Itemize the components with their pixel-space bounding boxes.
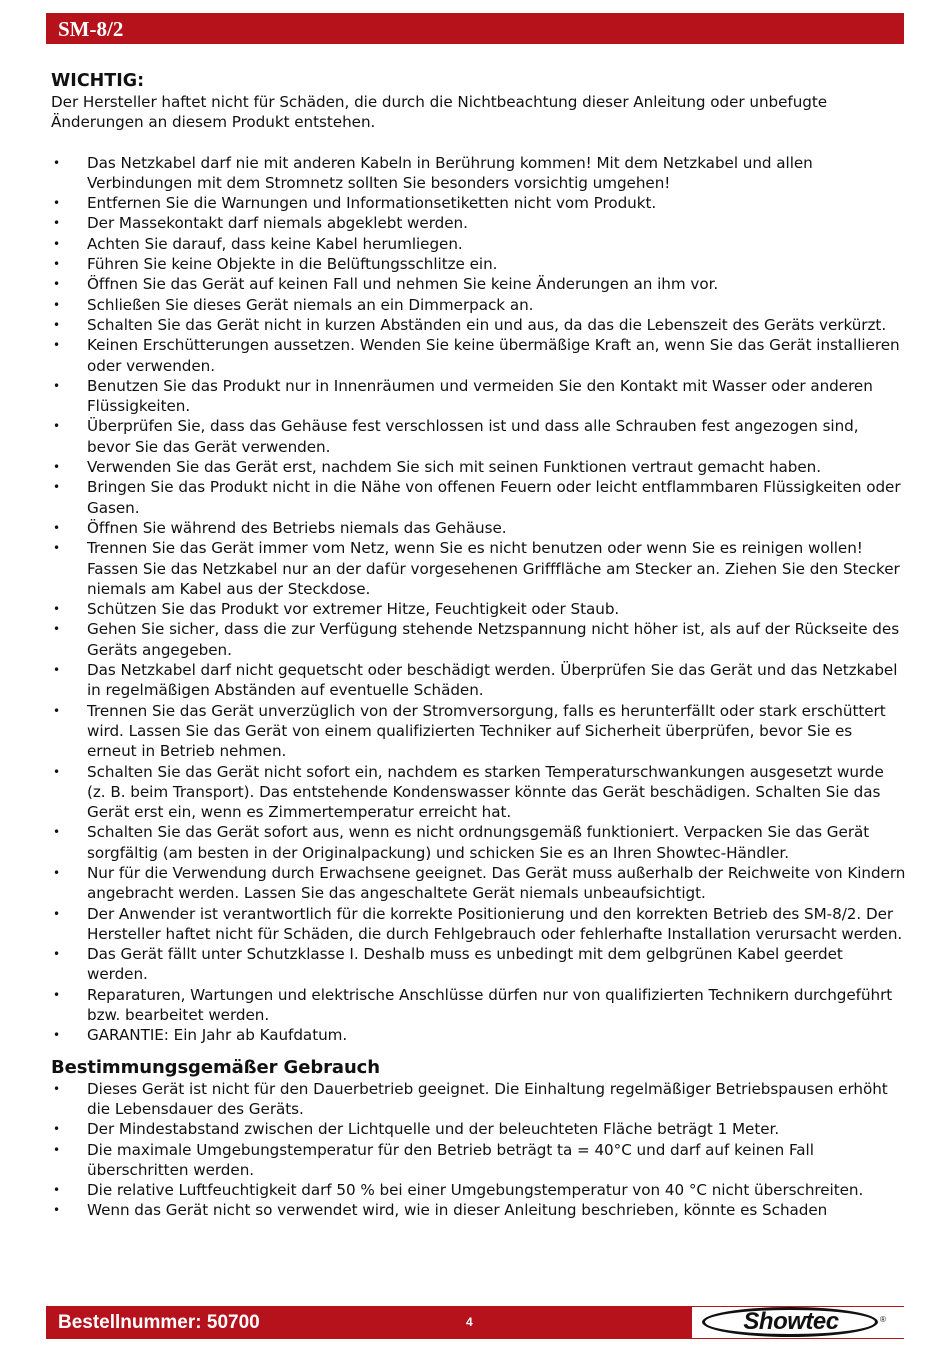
bullet-icon: •: [53, 865, 61, 880]
list-item: [51, 1180, 906, 1200]
list-item: [51, 660, 906, 701]
list-item: [51, 904, 906, 945]
bullet-icon: •: [53, 196, 61, 211]
list-item-text: Die relative Luftfeuchtigkeit darf 50 % bei einer Umgebungstemperatur von 40 °C nicht überschreiten.: [87, 1181, 864, 1200]
list-item: [51, 376, 906, 417]
list-item-text: Benutzen Sie das Produkt nur in Innenräumen und vermeiden Sie den Kontakt mit Wasser oder anderen Flüssigkeiten.: [87, 376, 873, 416]
list-item: [51, 822, 906, 863]
list-item: [51, 315, 906, 335]
bullet-icon: •: [53, 825, 61, 840]
wichtig-heading: WICHTIG:: [51, 71, 145, 91]
bullet-icon: •: [53, 1122, 61, 1137]
bullet-icon: •: [53, 378, 61, 393]
bullet-icon: •: [53, 338, 61, 353]
list-item: [51, 863, 906, 904]
footer-bar: [46, 1306, 904, 1339]
list-item: [51, 457, 906, 477]
bullet-icon: •: [53, 236, 61, 251]
bullet-icon: •: [53, 1028, 61, 1043]
list-item: [51, 153, 906, 194]
showtec-logo: [692, 1307, 904, 1338]
bullet-icon: •: [53, 419, 61, 434]
list-item: [51, 234, 906, 254]
list-item-text: Achten Sie darauf, dass keine Kabel herumliegen.: [87, 234, 463, 253]
logo-text: Showtec: [743, 1308, 839, 1335]
list-item-text: Schalten Sie das Gerät sofort aus, wenn es nicht ordnungsgemäß funktioniert. Verpacken Sie das Gerät sorgfältig (am besten in der Originalpackung) und schicken Sie es an Ihren Showtec-Händler.: [87, 823, 870, 862]
list-item: [51, 193, 906, 213]
bullet-icon: •: [53, 947, 61, 962]
order-number: Bestellnummer: 50700: [58, 1312, 260, 1333]
bullet-icon: •: [53, 520, 61, 535]
bullet-icon: •: [53, 297, 61, 312]
list-item: [51, 619, 906, 660]
list-item-text: Schützen Sie das Produkt vor extremer Hitze, Feuchtigkeit oder Staub.: [87, 600, 620, 619]
bullet-icon: •: [53, 602, 61, 617]
list-item-text: Öffnen Sie während des Betriebs niemals das Gehäuse.: [87, 518, 507, 537]
list-item: [51, 599, 906, 619]
list-item: [51, 518, 906, 538]
list-item: [51, 762, 906, 823]
list-item-text: Trennen Sie das Gerät unverzüglich von der Stromversorgung, falls es herunterfällt oder stark erschüttert wird. Lassen Sie das Gerät von einem qualifizierten Techniker auf Sicherheit überprüfen, bevor Sie es erneut in Betrieb nehmen.: [87, 701, 886, 761]
list-item: [51, 1079, 906, 1120]
list-item: [51, 295, 906, 315]
bullet-icon: •: [53, 155, 61, 170]
list-item-text: Wenn das Gerät nicht so verwendet wird, wie in dieser Anleitung beschrieben, könnte es Schaden: [87, 1201, 828, 1220]
list-item-text: Schalten Sie das Gerät nicht sofort ein, nachdem es starken Temperaturschwankungen ausgesetzt wurde (z. B. beim Transport). Das entstehende Kondenswasser könnte das Gerät beschädigen. Schalten Sie das Gerät erst ein, wenn es Zimmertemperatur erreicht hat.: [87, 762, 884, 822]
list-item-text: Überprüfen Sie, dass das Gehäuse fest verschlossen ist und dass alle Schrauben fest angezogen sind, bevor Sie das Gerät verwenden.: [87, 417, 859, 456]
bullet-icon: •: [53, 1183, 61, 1198]
list-item-text: Schalten Sie das Gerät nicht in kurzen Abständen ein und aus, da das die Lebenszeit des Geräts verkürzt.: [87, 315, 887, 334]
bullet-icon: •: [53, 764, 61, 779]
bullet-icon: •: [53, 906, 61, 921]
bullet-icon: •: [53, 622, 61, 637]
list-item: [51, 335, 906, 376]
list-item-text: Gehen Sie sicher, dass die zur Verfügung stehende Netzspannung nicht höher ist, als auf der Rückseite des Geräts angegeben.: [87, 620, 900, 659]
bullet-icon: •: [53, 987, 61, 1002]
list-item-text: Schließen Sie dieses Gerät niemals an ein Dimmerpack an.: [87, 295, 534, 314]
list-item-text: Keinen Erschütterungen aussetzen. Wenden Sie keine übermäßige Kraft an, wenn Sie das Gerät installieren oder verwenden.: [87, 336, 900, 375]
list-item: [51, 1140, 906, 1181]
list-item-text: Der Massekontakt darf niemals abgeklebt werden.: [87, 214, 468, 233]
list-item-text: Reparaturen, Wartungen und elektrische Anschlüsse dürfen nur von qualifizierten Technikern durchgeführt bzw. bearbeitet werden.: [87, 985, 893, 1025]
bestimmung-list: [51, 1079, 906, 1221]
list-item: [51, 538, 906, 599]
list-item: [51, 254, 906, 274]
list-item: [51, 701, 906, 762]
list-item: [51, 1025, 906, 1045]
list-item-text: Die maximale Umgebungstemperatur für den Betrieb beträgt ta = 40°C und darf auf keinen Fall überschritten werden.: [87, 1140, 814, 1179]
list-item-text: Der Mindestabstand zwischen der Lichtquelle und der beleuchteten Fläche beträgt 1 Meter.: [87, 1120, 780, 1139]
list-item: [51, 985, 906, 1026]
bullet-icon: •: [53, 663, 61, 678]
bullet-icon: •: [53, 216, 61, 231]
list-item-text: Bringen Sie das Produkt nicht in die Nähe von offenen Feuern oder leicht entflammbaren Flüssigkeiten oder Gasen.: [87, 478, 901, 517]
bullet-icon: •: [53, 277, 61, 292]
list-item-text: Öffnen Sie das Gerät auf keinen Fall und nehmen Sie keine Änderungen an ihm vor.: [87, 275, 719, 294]
list-item-text: Das Netzkabel darf nie mit anderen Kabeln in Berührung kommen! Mit dem Netzkabel und allen Verbindungen mit dem Stromnetz sollten Sie besonders vorsichtig umgehen!: [87, 153, 813, 192]
page-content: [51, 70, 906, 1221]
list-item: [51, 213, 906, 233]
bestimmung-heading: Bestimmungsgemäßer Gebrauch: [51, 1056, 380, 1078]
bullet-icon: •: [53, 1203, 61, 1218]
wichtig-list: [51, 153, 906, 1046]
list-item: [51, 416, 906, 457]
bullet-icon: •: [53, 1142, 61, 1157]
bullet-icon: •: [53, 460, 61, 475]
list-item-text: Nur für die Verwendung durch Erwachsene geeignet. Das Gerät muss außerhalb der Reichweite von Kindern angebracht werden. Lassen Sie das angeschaltete Gerät niemals unbeaufsichtigt.: [87, 863, 906, 903]
bullet-icon: •: [53, 480, 61, 495]
header-bar: [46, 13, 904, 44]
bullet-icon: •: [53, 257, 61, 272]
registered-mark: ®: [880, 1315, 886, 1324]
list-item-text: Das Gerät fällt unter Schutzklasse I. Deshalb muss es unbedingt mit dem gelbgrünen Kabel geerdet werden.: [87, 945, 843, 984]
list-item: [51, 274, 906, 294]
wichtig-intro: Der Hersteller haftet nicht für Schäden, die durch die Nichtbeachtung dieser Anleitung oder unbefugte Änderungen an diesem Produkt entstehen.: [51, 93, 828, 132]
list-item-text: Führen Sie keine Objekte in die Belüftungsschlitze ein.: [87, 255, 498, 274]
list-item-text: Der Anwender ist verantwortlich für die korrekte Positionierung und den korrekten Betrieb des SM-8/2. Der Hersteller haftet nicht für Schäden, die durch Fehlgebrauch oder fehlerhafte Installation verursacht werden.: [87, 904, 903, 943]
bullet-icon: •: [53, 541, 61, 556]
list-item-text: Entfernen Sie die Warnungen und Informationsetiketten nicht vom Produkt.: [87, 194, 657, 213]
list-item-text: Verwenden Sie das Gerät erst, nachdem Sie sich mit seinen Funktionen vertraut gemacht haben.: [87, 458, 822, 477]
list-item: [51, 1200, 906, 1220]
header-title: SM-8/2: [58, 17, 124, 41]
bullet-icon: •: [53, 317, 61, 332]
list-item-text: Dieses Gerät ist nicht für den Dauerbetrieb geeignet. Die Einhaltung regelmäßiger Betriebspausen erhöht die Lebensdauer des Geräts.: [87, 1079, 888, 1118]
page-number: 4: [466, 1315, 473, 1329]
bullet-icon: •: [53, 1081, 61, 1096]
list-item-text: Trennen Sie das Gerät immer vom Netz, wenn Sie es nicht benutzen oder wenn Sie es reinigen wollen! Fassen Sie das Netzkabel nur an der dafür vorgesehenen Grifffläche am Stecker an. Ziehen Sie den Stecker niemals am Kabel aus der Steckdose.: [87, 539, 900, 598]
list-item: [51, 477, 906, 518]
list-item-text: GARANTIE: Ein Jahr ab Kaufdatum.: [87, 1026, 348, 1045]
list-item: [51, 944, 906, 985]
list-item: [51, 1119, 906, 1139]
list-item-text: Das Netzkabel darf nicht gequetscht oder beschädigt werden. Überprüfen Sie das Gerät und das Netzkabel in regelmäßigen Abständen auf eventuelle Schäden.: [87, 661, 898, 700]
spacer: [51, 133, 906, 153]
bullet-icon: •: [53, 703, 61, 718]
